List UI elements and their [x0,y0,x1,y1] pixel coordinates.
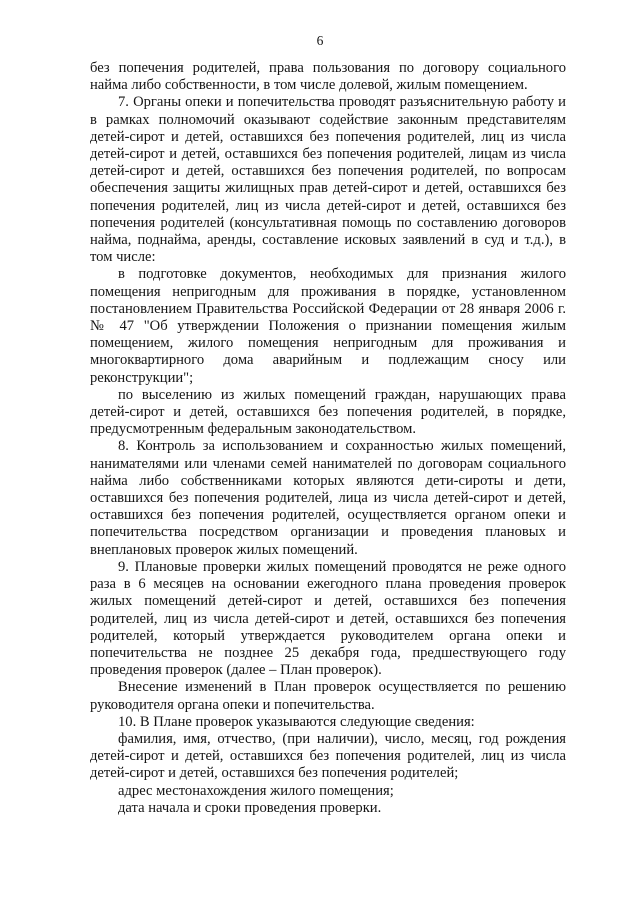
paragraph-item-7-sub-1: в подготовке документов, необходимых для признания жилого помещения непригодным для проживания в порядке, установленном постановлением Правительства Российской Федерации от 28 января 2006 г. № 47 "Об утверждении Положения о признании помещения жилым помещением, жилого помещения непригодным для проживания и многоквартирного дома аварийным и подлежащим сносу или реконструкции"; [90,266,566,386]
paragraph-item-10: 10. В Плане проверок указываются следующие сведения: [118,713,475,730]
paragraph-item-7-sub-2: по выселению из жилых помещений граждан, нарушающих права детей-сирот и детей, оставшихся без попечения родителей, в порядке, предусмотренным федеральным законодательством. [90,386,566,438]
paragraph-continuation: без попечения родителей, права пользования по договору социального найма либо собственности, в том числе долевой, жилым помещением. [90,60,566,94]
paragraph-item-10-sub-1: фамилия, имя, отчество, (при наличии), число, месяц, год рождения детей-сирот и детей, оставшихся без попечения родителей, лиц из числа детей-сирот и детей, оставшихся без попечения родителей; [90,730,566,782]
paragraph-item-8: 8. Контроль за использованием и сохранностью жилых помещений, нанимателями или членами семей нанимателей по договорам социального найма либо собственниками которых являются дети-сироты и дети, оставшихся без попечения родителей, лица из числа детей-сирот и детей, оставшихся без попечения родителей, осуществляется органом опеки и попечительства посредством организации и проведения плановых и внеплановых проверок жилых помещений. [90,438,566,558]
paragraph-item-7: 7. Органы опеки и попечительства проводят разъяснительную работу и в рамках полномочий оказывают содействие законным представителям детей-сирот и детей, оставшихся без попечения родителей, лиц из числа детей-сирот и детей, оставшихся без попечения родителей, лицам из числа детей-сирот и детей, оставшихся без попечения родителей, по вопросам обеспечения защиты жилищных прав детей-сирот и детей, оставшихся без попечения родителей, лиц из числа детей-сирот и детей, оставшихся без попечения родителей (консультативная помощь по составлению договоров найма, поднайма, аренды, составление исковых заявлений в суд и т.д.), в том числе: [90,94,566,266]
paragraph-item-10-sub-2: адрес местонахождения жилого помещения; [118,782,394,799]
page-number: 6 [316,33,324,48]
paragraph-item-9-changes: Внесение изменений в План проверок осуществляется по решению руководителя органа опеки и попечительства. [90,679,566,713]
document-body [90,60,566,817]
paragraph-item-10-sub-3: дата начала и сроки проведения проверки. [118,799,382,816]
paragraph-item-9: 9. Плановые проверки жилых помещений проводятся не реже одного раза в 6 месяцев на основании ежегодного плана проведения проверок жилых помещений детей-сирот и детей, оставшихся без попечения родителей, лиц из числа детей-сирот и детей, оставшихся без попечения родителей, который утверждается руководителем органа опеки и попечительства не позднее 25 декабря года, предшествующего году проведения проверок (далее – План проверок). [90,558,566,679]
